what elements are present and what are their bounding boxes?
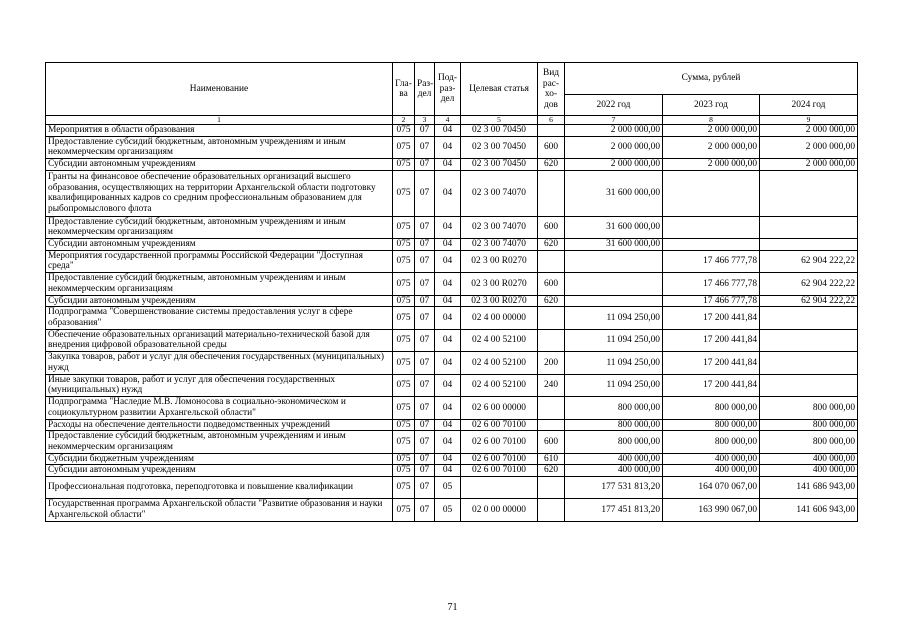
row-name: Предоставление субсидий бюджетным, автономным учреждениям и иным некоммерческим организациям [46,273,393,296]
row-razdel: 07 [415,465,435,477]
row-razdel: 07 [415,352,435,375]
row-amount-2024 [760,329,858,352]
table-body [46,125,858,522]
row-podrazdel: 05 [435,476,461,499]
row-razdel: 07 [415,170,435,216]
row-target: 02 4 00 52100 [461,374,538,397]
row-amount-2023 [663,239,760,251]
row-target: 02 3 00 74070 [461,216,538,239]
row-razdel: 07 [415,295,435,307]
row-amount-2022: 400 000,00 [565,465,663,477]
table-row [46,307,858,330]
header-razdel: Раз-дел [415,63,435,116]
row-glava: 075 [393,239,415,251]
row-vid: 610 [538,453,565,465]
row-razdel: 07 [415,136,435,159]
row-amount-2024 [760,216,858,239]
row-amount-2024 [760,307,858,330]
row-amount-2023: 17 466 777,78 [663,250,760,273]
row-amount-2024: 400 000,00 [760,465,858,477]
table-row [46,419,858,431]
row-amount-2024: 2 000 000,00 [760,125,858,137]
column-number: 7 [565,116,663,125]
table-row [46,170,858,216]
row-name: Подпрограмма "Совершенствование системы предоставления услуг в сфере образования" [46,307,393,330]
row-amount-2022 [565,295,663,307]
row-target: 02 4 00 52100 [461,352,538,375]
row-target: 02 3 00 74070 [461,170,538,216]
column-number: 5 [461,116,538,125]
row-amount-2024: 400 000,00 [760,453,858,465]
row-name: Мероприятия государственной программы Российской Федерации "Доступная среда" [46,250,393,273]
header-glava: Гла-ва [393,63,415,116]
row-razdel: 07 [415,397,435,420]
column-number: 6 [538,116,565,125]
row-amount-2024: 800 000,00 [760,419,858,431]
row-amount-2023: 17 466 777,78 [663,273,760,296]
row-target: 02 6 00 70100 [461,453,538,465]
row-glava: 075 [393,465,415,477]
row-vid: 620 [538,465,565,477]
row-name: Государственная программа Архангельской области "Развитие образования и науки Архангельской области" [46,499,393,522]
row-glava: 075 [393,499,415,522]
row-amount-2024: 800 000,00 [760,431,858,454]
row-amount-2022: 177 451 813,20 [565,499,663,522]
row-amount-2022: 11 094 250,00 [565,307,663,330]
column-number-row [46,116,858,125]
row-amount-2024 [760,374,858,397]
header-podrazdel: Под-раз-дел [435,63,461,116]
budget-table [45,62,858,522]
row-amount-2022 [565,250,663,273]
row-podrazdel: 04 [435,397,461,420]
row-target: 02 6 00 70100 [461,465,538,477]
row-vid [538,250,565,273]
row-glava: 075 [393,125,415,137]
row-razdel: 07 [415,329,435,352]
row-amount-2022: 31 600 000,00 [565,239,663,251]
row-razdel: 07 [415,273,435,296]
row-vid [538,125,565,137]
row-name: Иные закупки товаров, работ и услуг для обеспечения государственных (муниципальных) нужд [46,374,393,397]
row-amount-2022: 2 000 000,00 [565,159,663,171]
table-row [46,136,858,159]
table-row [46,352,858,375]
row-podrazdel: 04 [435,307,461,330]
table-row [46,431,858,454]
row-amount-2023: 2 000 000,00 [663,159,760,171]
row-vid [538,419,565,431]
row-amount-2023 [663,170,760,216]
row-podrazdel: 04 [435,273,461,296]
row-amount-2023: 17 200 441,84 [663,352,760,375]
row-vid: 600 [538,273,565,296]
row-podrazdel: 04 [435,159,461,171]
column-number: 1 [46,116,393,125]
row-amount-2023: 17 200 441,84 [663,329,760,352]
row-podrazdel: 04 [435,250,461,273]
header-target: Целевая статья [461,63,538,116]
row-razdel: 07 [415,374,435,397]
row-target: 02 4 00 52100 [461,329,538,352]
row-target: 02 3 00 70450 [461,136,538,159]
row-podrazdel: 04 [435,170,461,216]
column-number: 3 [415,116,435,125]
header-year-2023: 2023 год [663,95,760,116]
table-row [46,499,858,522]
row-target: 02 3 00 R0270 [461,273,538,296]
table-row [46,374,858,397]
row-razdel: 07 [415,307,435,330]
row-amount-2022: 800 000,00 [565,419,663,431]
row-vid [538,476,565,499]
row-name: Субсидии автономным учреждениям [46,159,393,171]
row-amount-2024: 141 606 943,00 [760,499,858,522]
row-glava: 075 [393,431,415,454]
row-amount-2022: 800 000,00 [565,397,663,420]
row-amount-2022: 11 094 250,00 [565,352,663,375]
row-target: 02 3 00 74070 [461,239,538,251]
row-amount-2024: 62 904 222,22 [760,273,858,296]
row-glava: 075 [393,453,415,465]
column-number: 9 [760,116,858,125]
row-name: Расходы на обеспечение деятельности подведомственных учреждений [46,419,393,431]
column-number: 4 [435,116,461,125]
header-vid: Вид рас-хо-дов [538,63,565,116]
column-number: 8 [663,116,760,125]
row-target: 02 6 00 00000 [461,397,538,420]
row-amount-2024: 2 000 000,00 [760,136,858,159]
row-razdel: 07 [415,250,435,273]
table-row [46,453,858,465]
page-number: 71 [447,602,458,613]
row-amount-2022: 11 094 250,00 [565,374,663,397]
row-amount-2024 [760,170,858,216]
row-amount-2024: 62 904 222,22 [760,295,858,307]
row-glava: 075 [393,216,415,239]
row-podrazdel: 04 [435,329,461,352]
row-podrazdel: 04 [435,453,461,465]
row-amount-2022: 177 531 813,20 [565,476,663,499]
row-name: Предоставление субсидий бюджетным, автономным учреждениям и иным некоммерческим организациям [46,136,393,159]
row-amount-2022: 2 000 000,00 [565,125,663,137]
row-target: 02 3 00 R0270 [461,295,538,307]
row-amount-2023: 164 070 067,00 [663,476,760,499]
table-row [46,250,858,273]
row-razdel: 07 [415,476,435,499]
row-name: Подпрограмма "Наследие М.В. Ломоносова в социально-экономическом и социокультурном развитии Архангельской области" [46,397,393,420]
row-podrazdel: 04 [435,431,461,454]
table-row [46,125,858,137]
row-glava: 075 [393,374,415,397]
header-summa: Сумма, рублей [565,63,858,95]
row-glava: 075 [393,273,415,296]
row-podrazdel: 05 [435,499,461,522]
row-amount-2023: 17 466 777,78 [663,295,760,307]
header-year-2024: 2024 год [760,95,858,116]
row-vid [538,170,565,216]
row-podrazdel: 04 [435,352,461,375]
row-amount-2023: 800 000,00 [663,397,760,420]
row-amount-2024: 62 904 222,22 [760,250,858,273]
row-target: 02 3 00 70450 [461,125,538,137]
row-name: Мероприятия в области образования [46,125,393,137]
row-amount-2024: 800 000,00 [760,397,858,420]
row-glava: 075 [393,352,415,375]
row-amount-2023: 17 200 441,84 [663,374,760,397]
row-name: Предоставление субсидий бюджетным, автономным учреждениям и иным некоммерческим организациям [46,216,393,239]
row-target: 02 3 00 70450 [461,159,538,171]
row-podrazdel: 04 [435,136,461,159]
row-glava: 075 [393,307,415,330]
row-name: Субсидии автономным учреждениям [46,239,393,251]
row-amount-2022: 31 600 000,00 [565,170,663,216]
row-name: Субсидии бюджетным учреждениям [46,453,393,465]
row-amount-2023: 17 200 441,84 [663,307,760,330]
row-target: 02 4 00 00000 [461,307,538,330]
table-row [46,476,858,499]
row-amount-2024: 2 000 000,00 [760,159,858,171]
table-row [46,273,858,296]
table-row [46,397,858,420]
row-glava: 075 [393,397,415,420]
row-amount-2024 [760,352,858,375]
row-vid [538,499,565,522]
row-podrazdel: 04 [435,374,461,397]
row-target: 02 6 00 70100 [461,419,538,431]
table-row [46,465,858,477]
row-name: Закупка товаров, работ и услуг для обеспечения государственных (муниципальных) нужд [46,352,393,375]
row-glava: 075 [393,295,415,307]
row-amount-2023: 2 000 000,00 [663,125,760,137]
row-target: 02 6 00 70100 [461,431,538,454]
row-vid: 600 [538,431,565,454]
row-vid: 240 [538,374,565,397]
row-target: 02 3 00 R0270 [461,250,538,273]
row-vid: 600 [538,136,565,159]
row-glava: 075 [393,159,415,171]
row-razdel: 07 [415,419,435,431]
row-razdel: 07 [415,216,435,239]
row-glava: 075 [393,476,415,499]
row-amount-2023 [663,216,760,239]
table-row [46,295,858,307]
table-row [46,329,858,352]
row-amount-2022: 31 600 000,00 [565,216,663,239]
row-glava: 075 [393,329,415,352]
row-vid [538,307,565,330]
row-target [461,476,538,499]
column-number: 2 [393,116,415,125]
row-glava: 075 [393,250,415,273]
row-razdel: 07 [415,499,435,522]
row-amount-2023: 400 000,00 [663,465,760,477]
row-podrazdel: 04 [435,295,461,307]
table-row [46,159,858,171]
row-razdel: 07 [415,431,435,454]
row-name: Предоставление субсидий бюджетным, автономным учреждениям и иным некоммерческим организациям [46,431,393,454]
row-podrazdel: 04 [435,216,461,239]
row-vid: 200 [538,352,565,375]
row-podrazdel: 04 [435,465,461,477]
row-amount-2022: 800 000,00 [565,431,663,454]
row-razdel: 07 [415,239,435,251]
table-row [46,216,858,239]
row-glava: 075 [393,170,415,216]
row-amount-2024 [760,239,858,251]
row-podrazdel: 04 [435,125,461,137]
row-amount-2023: 400 000,00 [663,453,760,465]
row-name: Гранты на финансовое обеспечение образовательных организаций высшего образования, осуществляющих на территории Архангельской области подготовку квалифицированных кадров со средним профессиональным образованием для рыбопромыслового флота [46,170,393,216]
row-amount-2022: 400 000,00 [565,453,663,465]
row-vid: 600 [538,216,565,239]
row-vid: 620 [538,295,565,307]
header-year-2022: 2022 год [565,95,663,116]
header-name: Наименование [46,63,393,116]
row-amount-2023: 800 000,00 [663,419,760,431]
row-name: Субсидии автономным учреждениям [46,465,393,477]
row-amount-2023: 163 990 067,00 [663,499,760,522]
row-amount-2022: 2 000 000,00 [565,136,663,159]
row-name: Субсидии автономным учреждениям [46,295,393,307]
row-vid [538,329,565,352]
row-razdel: 07 [415,125,435,137]
row-amount-2023: 2 000 000,00 [663,136,760,159]
row-podrazdel: 04 [435,239,461,251]
row-razdel: 07 [415,159,435,171]
row-vid: 620 [538,239,565,251]
row-target: 02 0 00 00000 [461,499,538,522]
row-name: Обеспечение образовательных организаций материально-технической базой для внедрения цифровой образовательной среды [46,329,393,352]
row-name: Профессиональная подготовка, переподготовка и повышение квалификации [46,476,393,499]
row-amount-2022: 11 094 250,00 [565,329,663,352]
row-amount-2023: 800 000,00 [663,431,760,454]
row-glava: 075 [393,419,415,431]
row-podrazdel: 04 [435,419,461,431]
row-vid: 620 [538,159,565,171]
row-glava: 075 [393,136,415,159]
row-vid [538,397,565,420]
row-amount-2024: 141 686 943,00 [760,476,858,499]
table-row [46,239,858,251]
row-razdel: 07 [415,453,435,465]
row-amount-2022 [565,273,663,296]
